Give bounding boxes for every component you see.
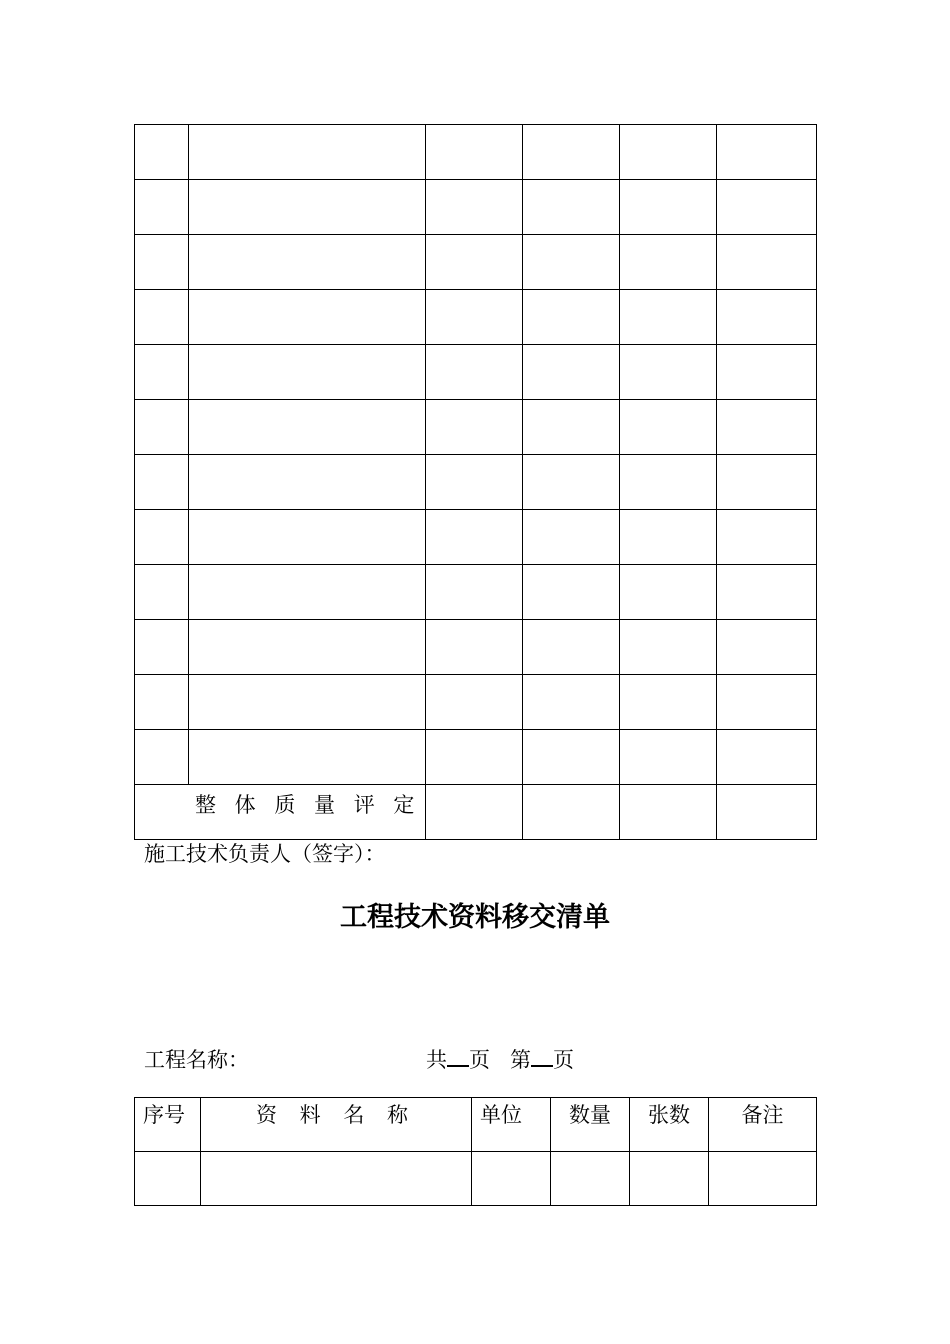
table-cell[interactable] bbox=[620, 510, 717, 565]
table-cell[interactable] bbox=[426, 620, 523, 675]
table-cell[interactable] bbox=[717, 510, 817, 565]
quality-assessment-table bbox=[134, 124, 817, 840]
table-cell[interactable] bbox=[717, 235, 817, 290]
table-cell[interactable] bbox=[717, 675, 817, 730]
table-cell[interactable] bbox=[189, 675, 426, 730]
header-sheets: 张数 bbox=[630, 1098, 709, 1152]
table-cell[interactable] bbox=[551, 1152, 630, 1206]
table-row bbox=[135, 1152, 817, 1206]
project-name-label: 工程名称： bbox=[144, 1048, 249, 1072]
quality-table-body bbox=[135, 125, 817, 840]
table-cell[interactable] bbox=[717, 180, 817, 235]
table-cell[interactable] bbox=[135, 510, 189, 565]
header-unit: 单位 bbox=[472, 1098, 551, 1152]
table-cell[interactable] bbox=[135, 675, 189, 730]
table-cell[interactable] bbox=[620, 620, 717, 675]
table-cell[interactable] bbox=[426, 565, 523, 620]
table-cell[interactable] bbox=[523, 565, 620, 620]
table-cell[interactable] bbox=[523, 510, 620, 565]
table-cell[interactable] bbox=[189, 565, 426, 620]
table-cell[interactable] bbox=[717, 785, 817, 840]
table-cell[interactable] bbox=[189, 125, 426, 180]
table-cell[interactable] bbox=[523, 730, 620, 785]
table-row bbox=[135, 730, 817, 785]
table-cell[interactable] bbox=[523, 235, 620, 290]
total-pages-field[interactable] bbox=[447, 1047, 469, 1067]
table-cell[interactable] bbox=[523, 125, 620, 180]
header-remarks: 备注 bbox=[709, 1098, 817, 1152]
table-cell[interactable] bbox=[189, 510, 426, 565]
table-cell[interactable] bbox=[717, 345, 817, 400]
table-cell[interactable] bbox=[620, 565, 717, 620]
document-title: 工程技术资料移交清单 bbox=[340, 902, 610, 933]
table-cell[interactable] bbox=[717, 620, 817, 675]
table-cell[interactable] bbox=[717, 400, 817, 455]
table-row bbox=[135, 620, 817, 675]
table-cell[interactable] bbox=[523, 455, 620, 510]
table-cell[interactable] bbox=[135, 455, 189, 510]
table-cell[interactable] bbox=[189, 400, 426, 455]
table-cell[interactable] bbox=[717, 290, 817, 345]
table-cell[interactable] bbox=[620, 125, 717, 180]
table-cell[interactable] bbox=[523, 785, 620, 840]
current-page-suffix: 页 bbox=[553, 1048, 575, 1072]
table-cell[interactable] bbox=[426, 125, 523, 180]
table-cell[interactable] bbox=[426, 785, 523, 840]
table-cell[interactable] bbox=[135, 1152, 201, 1206]
table-row bbox=[135, 510, 817, 565]
table-cell[interactable] bbox=[620, 675, 717, 730]
table-cell[interactable] bbox=[717, 565, 817, 620]
table-row bbox=[135, 455, 817, 510]
table-cell[interactable] bbox=[135, 125, 189, 180]
table-cell[interactable] bbox=[426, 345, 523, 400]
table-cell[interactable] bbox=[135, 620, 189, 675]
table-cell[interactable] bbox=[523, 180, 620, 235]
table-cell[interactable] bbox=[620, 345, 717, 400]
table-cell[interactable] bbox=[620, 290, 717, 345]
table-cell[interactable] bbox=[189, 620, 426, 675]
table-cell[interactable] bbox=[135, 290, 189, 345]
table-row bbox=[135, 235, 817, 290]
table-cell[interactable] bbox=[523, 620, 620, 675]
table-cell[interactable] bbox=[135, 565, 189, 620]
table-cell[interactable] bbox=[135, 345, 189, 400]
table-cell[interactable] bbox=[620, 455, 717, 510]
header-document-name: 资 料 名 称 bbox=[201, 1098, 472, 1152]
table-cell[interactable] bbox=[630, 1152, 709, 1206]
table-cell[interactable] bbox=[523, 675, 620, 730]
table-cell[interactable] bbox=[620, 235, 717, 290]
table-cell[interactable] bbox=[472, 1152, 551, 1206]
table-cell[interactable] bbox=[717, 455, 817, 510]
table-cell[interactable] bbox=[620, 400, 717, 455]
table-cell[interactable] bbox=[426, 235, 523, 290]
table-cell[interactable] bbox=[523, 345, 620, 400]
table-cell[interactable] bbox=[523, 400, 620, 455]
current-page-field[interactable] bbox=[531, 1047, 553, 1067]
header-quantity: 数量 bbox=[551, 1098, 630, 1152]
table-row bbox=[135, 345, 817, 400]
table-cell[interactable] bbox=[426, 290, 523, 345]
table-row bbox=[135, 565, 817, 620]
table-cell[interactable] bbox=[189, 235, 426, 290]
table-cell[interactable] bbox=[717, 730, 817, 785]
table-cell[interactable] bbox=[523, 290, 620, 345]
page-count bbox=[426, 1044, 574, 1074]
table-cell[interactable] bbox=[426, 730, 523, 785]
table-cell[interactable] bbox=[135, 400, 189, 455]
table-cell[interactable] bbox=[426, 675, 523, 730]
table-cell[interactable] bbox=[620, 785, 717, 840]
table-cell[interactable] bbox=[426, 510, 523, 565]
total-pages-suffix: 页 bbox=[469, 1048, 490, 1072]
table-cell[interactable] bbox=[135, 730, 189, 785]
transfer-list-table bbox=[134, 1097, 817, 1206]
current-page-prefix: 第 bbox=[510, 1048, 532, 1072]
summary-row bbox=[135, 785, 817, 840]
table-row bbox=[135, 125, 817, 180]
table-cell[interactable] bbox=[426, 400, 523, 455]
overall-quality-label: 整 体 质 量 评 定 bbox=[135, 785, 426, 840]
total-pages-prefix: 共 bbox=[426, 1048, 447, 1072]
table-row bbox=[135, 180, 817, 235]
table-cell[interactable] bbox=[426, 455, 523, 510]
table-cell[interactable] bbox=[620, 730, 717, 785]
table-row bbox=[135, 290, 817, 345]
table-row bbox=[135, 400, 817, 455]
table-cell[interactable] bbox=[717, 125, 817, 180]
table-header-row bbox=[135, 1098, 817, 1152]
table-cell[interactable] bbox=[426, 180, 523, 235]
table-cell[interactable] bbox=[201, 1152, 472, 1206]
table-cell[interactable] bbox=[135, 235, 189, 290]
table-cell[interactable] bbox=[189, 290, 426, 345]
table-row bbox=[135, 675, 817, 730]
header-seq: 序号 bbox=[135, 1098, 201, 1152]
table-cell[interactable] bbox=[189, 345, 426, 400]
table-cell[interactable] bbox=[189, 455, 426, 510]
table-cell[interactable] bbox=[189, 730, 426, 785]
table-cell[interactable] bbox=[135, 180, 189, 235]
technical-lead-signature-label: 施工技术负责人（签字）： bbox=[144, 842, 386, 866]
table-cell[interactable] bbox=[189, 180, 426, 235]
table-cell[interactable] bbox=[709, 1152, 817, 1206]
table-cell[interactable] bbox=[620, 180, 717, 235]
